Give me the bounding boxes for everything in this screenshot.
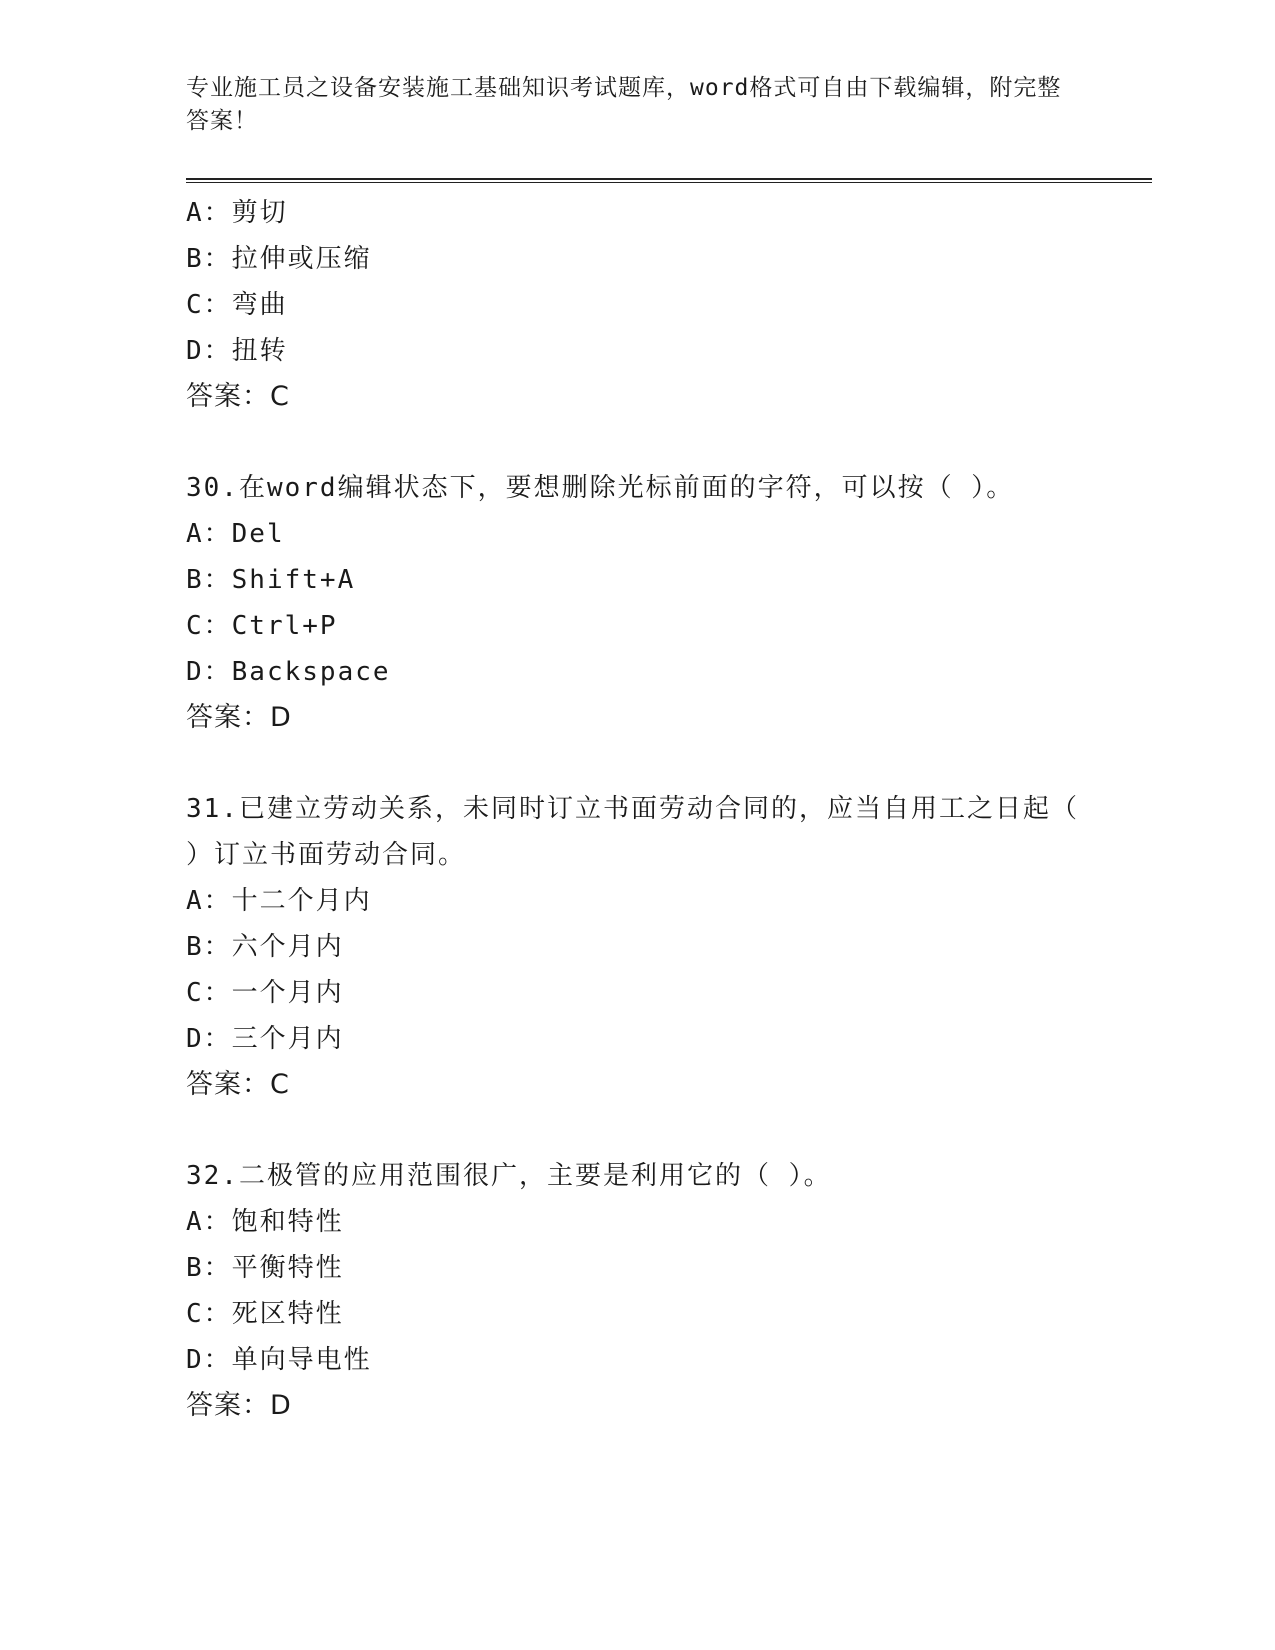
option-d: D：单向导电性 xyxy=(186,1345,372,1375)
option-b: B：六个月内 xyxy=(186,932,344,962)
option-b: B：平衡特性 xyxy=(186,1253,344,1283)
option-d: D：Backspace xyxy=(186,657,391,687)
spacer xyxy=(186,420,1146,465)
answer-line: 答案：D xyxy=(186,1390,292,1421)
document-header: 专业施工员之设备安装施工基础知识考试题库，word格式可自由下载编辑，附完整答案！ xyxy=(186,75,1062,134)
option-c: C：一个月内 xyxy=(186,978,344,1008)
header-divider xyxy=(186,178,1152,183)
spacer xyxy=(186,741,1146,786)
question-31 xyxy=(186,786,1146,1108)
question-30 xyxy=(186,465,1146,741)
option-b: B：Shift+A xyxy=(186,565,356,595)
option-c: C：弯曲 xyxy=(186,290,288,320)
question-32 xyxy=(186,1153,1146,1429)
question-29-continued xyxy=(186,190,1146,420)
question-stem: 31.已建立劳动关系，未同时订立书面劳动合同的，应当自用工之日起（ ）订立书面劳动合同。 xyxy=(186,794,1079,870)
option-a: A：十二个月内 xyxy=(186,886,372,916)
option-a: A：Del xyxy=(186,519,285,549)
question-stem: 30.在word编辑状态下，要想删除光标前面的字符，可以按（ ）。 xyxy=(186,473,1015,503)
question-stem: 32.二极管的应用范围很广，主要是利用它的（ ）。 xyxy=(186,1161,832,1191)
question-list xyxy=(186,190,1146,1429)
answer-line: 答案：D xyxy=(186,702,292,733)
option-d: D：扭转 xyxy=(186,336,288,366)
option-a: A：剪切 xyxy=(186,198,288,228)
answer-line: 答案：C xyxy=(186,1069,290,1100)
answer-line: 答案：C xyxy=(186,381,290,412)
option-b: B：拉伸或压缩 xyxy=(186,244,372,274)
spacer xyxy=(186,1108,1146,1153)
option-a: A：饱和特性 xyxy=(186,1207,344,1237)
option-d: D：三个月内 xyxy=(186,1024,344,1054)
option-c: C：死区特性 xyxy=(186,1299,344,1329)
option-c: C：Ctrl+P xyxy=(186,611,338,641)
